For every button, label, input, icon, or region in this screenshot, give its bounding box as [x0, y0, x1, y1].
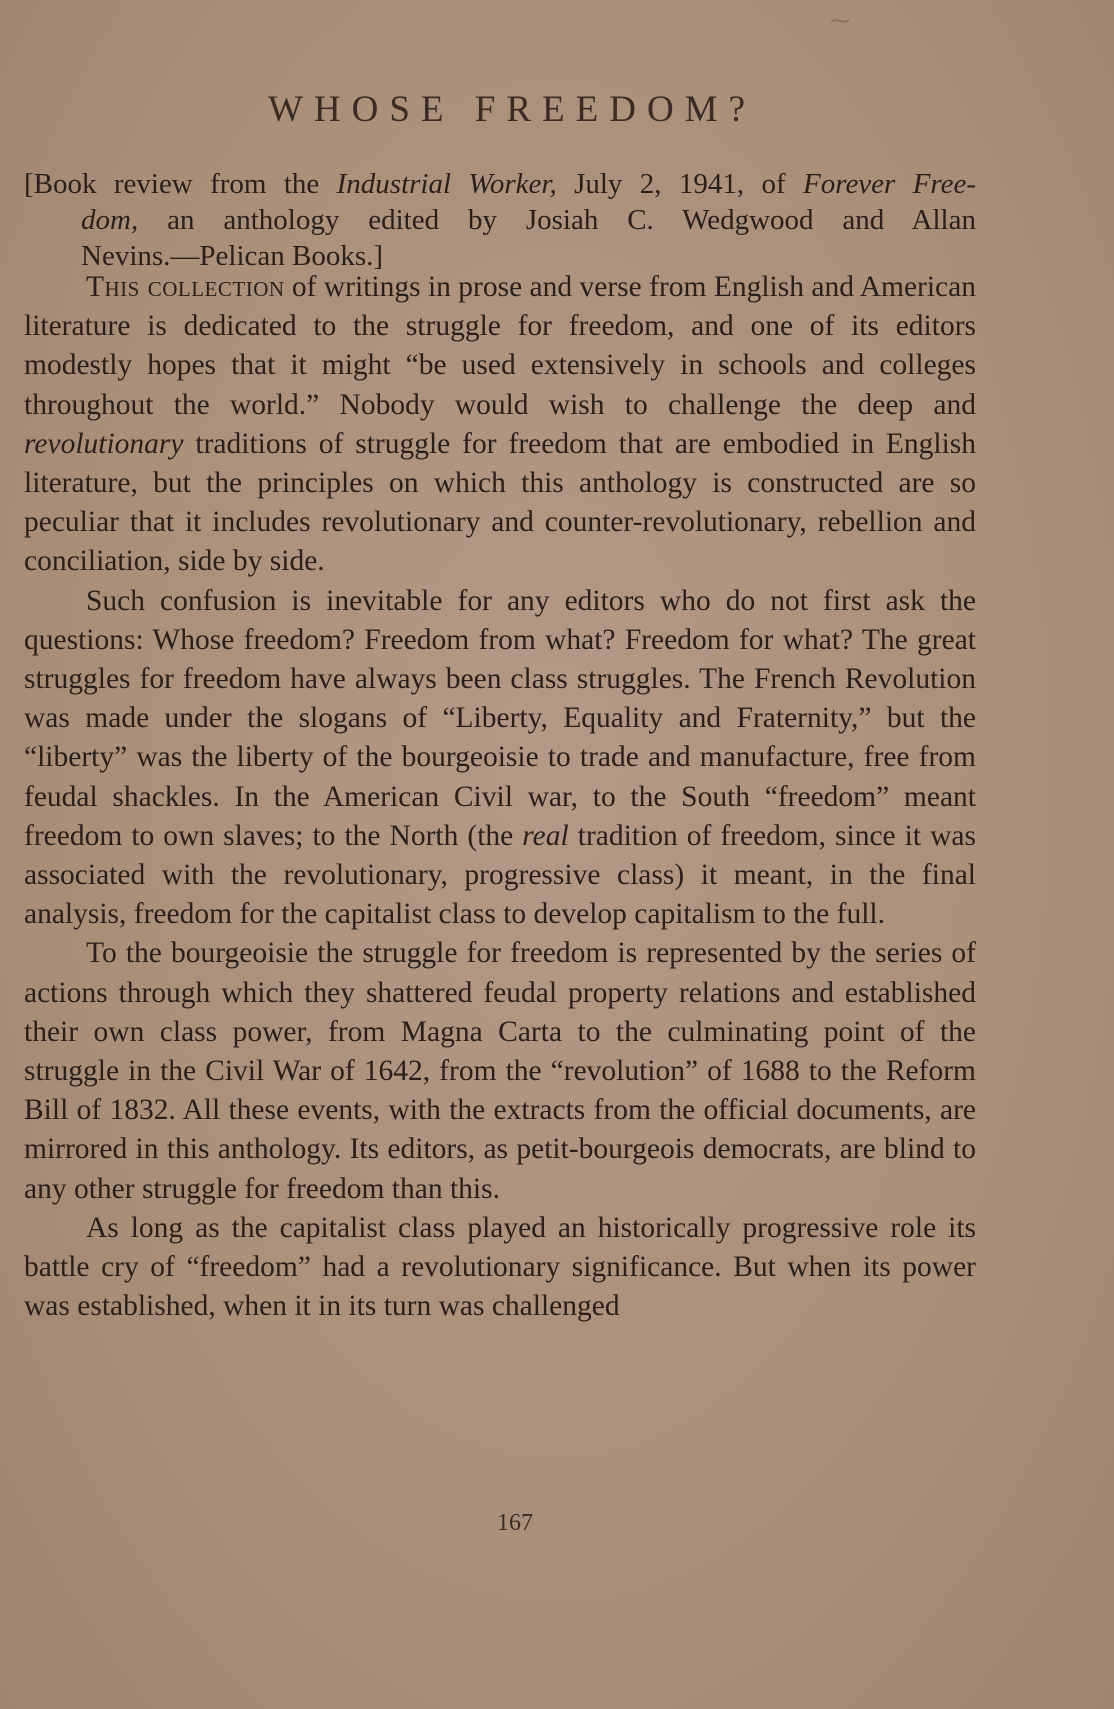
paragraph-text: tradition of freedom, since it was associated with the revolutionary, progressive class) it meant, in the final analysis, freedom for the capitalist class to develop capitalism to the full.: [24, 819, 976, 931]
page-number: 167: [497, 1510, 533, 1536]
review-note-line-1: [24, 166, 976, 202]
pencil-mark-icon: ⁓: [830, 10, 850, 32]
emphasis: real: [522, 819, 569, 852]
paragraph-4: As long as the capitalist class played an historically progressive role its battle cry of “freedom” had a revolutionary significance. But when its power was established, when it in its turn was challenged: [24, 1211, 976, 1323]
paragraph-text: of writings in prose and verse from English and American literature is dedicated to the struggle for freedom, and one of its editors modestly hopes that it might “be used extensively in schools and colleges throughout the world.” Nobody would wish to challenge the deep and: [24, 271, 976, 421]
paragraph-2: [24, 582, 976, 935]
paragraph-text: traditions of struggle for freedom that are embodied in English literature, but the principles on which this anthology is constructed are so peculiar that it includes revolutionary and counter-revolutionary, rebellion and conciliation, side by side.: [24, 427, 976, 578]
book-title: dom,: [81, 204, 139, 236]
paragraph-3: To the bourgeoisie the struggle for freedom is represented by the series of actions through which they shattered feudal property relations and established their own class power, from Magna Carta to the culminating point of the struggle in the Civil War of 1642, from the “revolution” of 1688 to the Reform Bill of 1832. All these events, with the extracts from the official documents, are mirrored in this anthology. Its editors, as petit-bourgeois democrats, are blind to any other struggle for freedom than this.: [24, 937, 976, 1205]
lead-in: This collection: [86, 271, 285, 303]
article-body: [24, 268, 976, 1326]
paragraph-text: Such confusion is inevitable for any editors who do not first ask the questions: Whose freedom? Freedom from what? Freedom for what? The great struggles for freedom have always been class struggles. The French Revolution was made under the slogans of “Liberty, Equality and Fraternity,” but the “liberty” was the liberty of the bourgeoisie to trade and manufacture, free from feudal shackles. In the American Civil war, to the South “freedom” meant freedom to own slaves; to the North (the: [24, 584, 976, 852]
note-text: an anthology edited by Josiah C. Wedgwood and Allan: [138, 204, 976, 236]
paragraph-1: [24, 268, 976, 582]
page-title: WHOSE FREEDOM?: [267, 89, 756, 130]
book-title: Forever Free-: [803, 168, 977, 200]
note-text: [Book review from the: [24, 168, 337, 200]
newspaper-title: Industrial Worker,: [336, 168, 557, 200]
review-note: [24, 166, 976, 274]
emphasis: revolutionary: [24, 427, 184, 460]
note-text: July 2, 1941, of: [556, 168, 804, 200]
review-note-line-3: Nevins.—Pelican Books.]: [81, 240, 384, 272]
review-note-line-2: [24, 202, 976, 238]
